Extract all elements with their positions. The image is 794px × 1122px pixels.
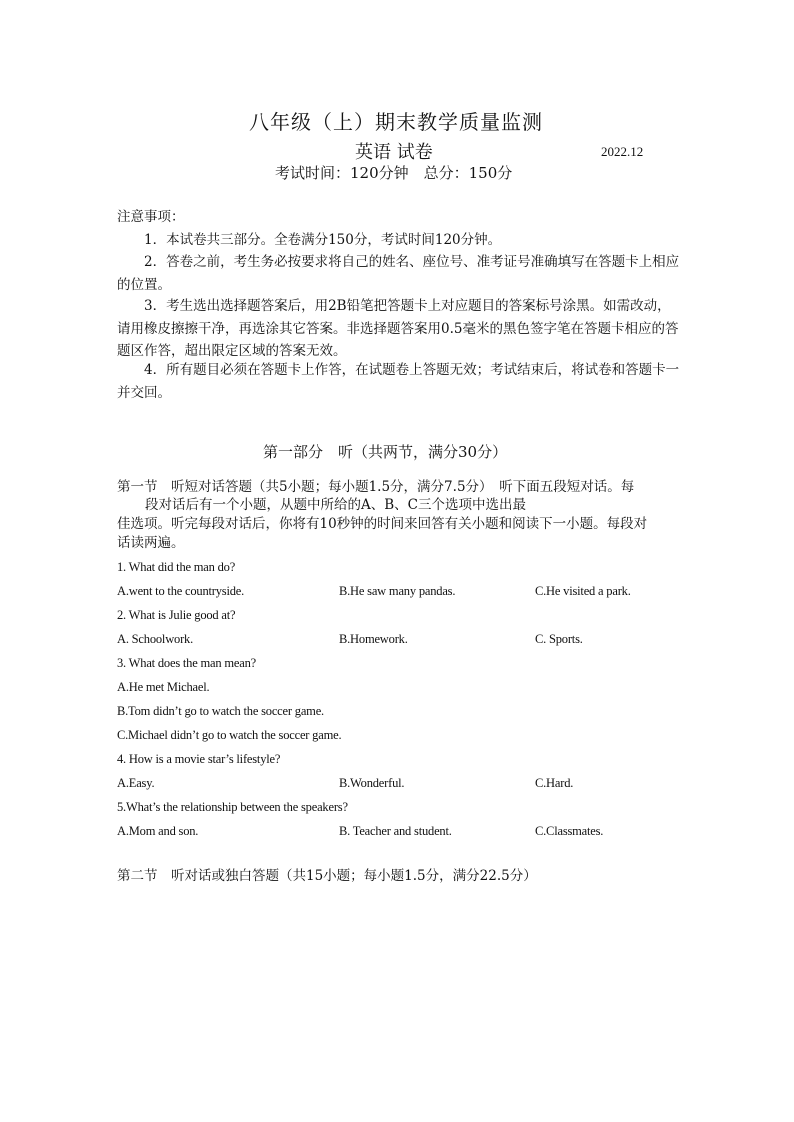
note-item-4-text: 4．所有题目必须在答题卡上作答，在试题卷上答题无效；考试结束后，将试卷和答题卡一并交回。 (117, 362, 680, 401)
q1-option-a: A.went to the countryside. (117, 584, 245, 598)
section2-title: 第二节 听对话或独白答题（共15小题；每小题1.5分，满分22.5分） (117, 868, 537, 884)
part1-title: 第一部分 听（共两节，满分30分） (263, 443, 508, 461)
question-1: 1. What did the man do? (117, 560, 236, 574)
question-2: 2. What is Julie good at? (117, 608, 236, 622)
note-item-4 (117, 359, 683, 404)
question-4: 4. How is a movie star’s lifestyle? (117, 752, 281, 766)
note-item-2-text: 2．答卷之前，考生务必按要求将自己的姓名、座位号、准考证号准确填写在答题卡上相应的位置。 (117, 254, 680, 293)
section1-line4: 话读两遍。 (117, 535, 185, 551)
exam-info: 考试时间：120分钟 总分：150分 (275, 164, 513, 182)
q3-option-c: C.Michael didn’t go to watch the soccer game. (117, 728, 342, 742)
exam-subtitle: 英语 试卷 (355, 142, 433, 163)
q5-option-c: C.Classmates. (535, 824, 604, 838)
q4-option-c: C.Hard. (535, 776, 574, 790)
note-item-1: 1．本试卷共三部分。全卷满分150分，考试时间120分钟。 (144, 232, 502, 248)
q3-option-b: B.Tom didn’t go to watch the soccer game. (117, 704, 324, 718)
q2-option-c: C. Sports. (535, 632, 583, 646)
note-item-3-text: 3．考生选出选择题答案后，用2B铅笔把答题卡上对应题目的答案标号涂黑。如需改动，请用橡皮擦擦干净，再选涂其它答案。非选择题答案用0.5毫米的黑色签字笔在答题卡相应的答题区作答，超出限定区域的答案无效。 (117, 298, 679, 359)
q1-option-b: B.He saw many pandas. (339, 584, 456, 598)
section1-line3: 佳选项。听完每段对话后，你将有10秒钟的时间来回答有关小题和阅读下一小题。每段对 (117, 516, 648, 532)
question-3: 3. What does the man mean? (117, 656, 256, 670)
note-item-2 (117, 251, 683, 296)
exam-date: 2022.12 (601, 144, 644, 159)
q1-option-c: C.He visited a park. (535, 584, 631, 598)
q3-option-a: A.He met Michael. (117, 680, 210, 694)
q5-option-a: A.Mom and son. (117, 824, 199, 838)
exam-title: 八年级（上）期末教学质量监测 (249, 110, 543, 134)
q2-option-b: B.Homework. (339, 632, 408, 646)
section1-line2: 段对话后有一个小题，从题中所给的A、B、C三个选项中选出最 (145, 497, 526, 513)
q5-option-b: B. Teacher and student. (339, 824, 452, 838)
q4-option-a: A.Easy. (117, 776, 155, 790)
q2-option-a: A. Schoolwork. (117, 632, 194, 646)
notes-heading: 注意事项： (117, 209, 185, 225)
question-5: 5.What’s the relationship between the speakers? (117, 800, 348, 814)
note-item-3 (117, 295, 683, 363)
section1-line1: 第一节 听短对话答题（共5小题；每小题1.5分，满分7.5分） 听下面五段短对话。每 (117, 479, 635, 495)
q4-option-b: B.Wonderful. (339, 776, 405, 790)
